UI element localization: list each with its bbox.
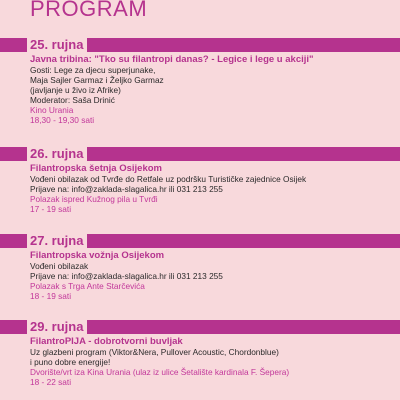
date-bar [0, 320, 400, 334]
event-time: 18 - 19 sati [30, 291, 72, 301]
event-date: 26. rujna [27, 146, 87, 161]
date-bar [0, 234, 400, 248]
event-location: Polazak ispred Kužnog pila u Tvrđi [30, 194, 158, 204]
event-detail: Moderator: Saša Drinić [30, 95, 115, 105]
event-item [30, 38, 400, 125]
event-time: 18 - 22 sati [30, 377, 72, 387]
event-location: Dvorište/vrt iza Kina Urania (ulaz iz ulice Šetalište kardinala F. Šepera) [30, 367, 290, 377]
event-date: 29. rujna [27, 319, 87, 334]
event-detail: Prijave na: info@zaklada-slagalica.hr ili 031 213 255 [30, 271, 223, 281]
event-location: Polazak s Trga Ante Starčevića [30, 281, 145, 291]
event-title: Filantropska šetnja Osijekom [30, 163, 162, 174]
date-bar [0, 38, 400, 52]
date-bar [0, 147, 400, 161]
event-detail: Vođeni obilazak [30, 261, 89, 271]
event-detail: i puno dobre energije! [30, 357, 111, 367]
event-detail: Uz glazbeni program (Viktor&Nera, Pullover Acoustic, Chordonblue) [30, 347, 279, 357]
event-date: 27. rujna [27, 233, 87, 248]
event-title: Filantropska vožnja Osijekom [30, 250, 165, 261]
event-detail: Maja Sajler Garmaz i Željko Garmaz [30, 75, 164, 85]
event-item [30, 320, 400, 387]
event-detail: Gosti: Lege za djecu superjunake, [30, 65, 156, 75]
event-time: 18,30 - 19,30 sati [30, 115, 95, 125]
event-date: 25. rujna [27, 37, 87, 52]
event-location: Kino Urania [30, 105, 74, 115]
event-title: FilantroPIJA - dobrotvorni buvljak [30, 336, 183, 347]
event-item [30, 147, 400, 214]
event-title: Javna tribina: "Tko su filantropi danas? - Legice i lege u akciji" [30, 54, 314, 65]
event-detail: Prijave na: info@zaklada-slagalica.hr ili 031 213 255 [30, 184, 223, 194]
event-item [30, 234, 400, 301]
event-detail: (javljanje u živo iz Afrike) [30, 85, 121, 95]
event-detail: Vođeni obilazak od Tvrđe do Retfale uz podršku Turističke zajednice Osijek [30, 174, 307, 184]
page-title: PROGRAM [30, 0, 148, 21]
event-time: 17 - 19 sati [30, 204, 72, 214]
